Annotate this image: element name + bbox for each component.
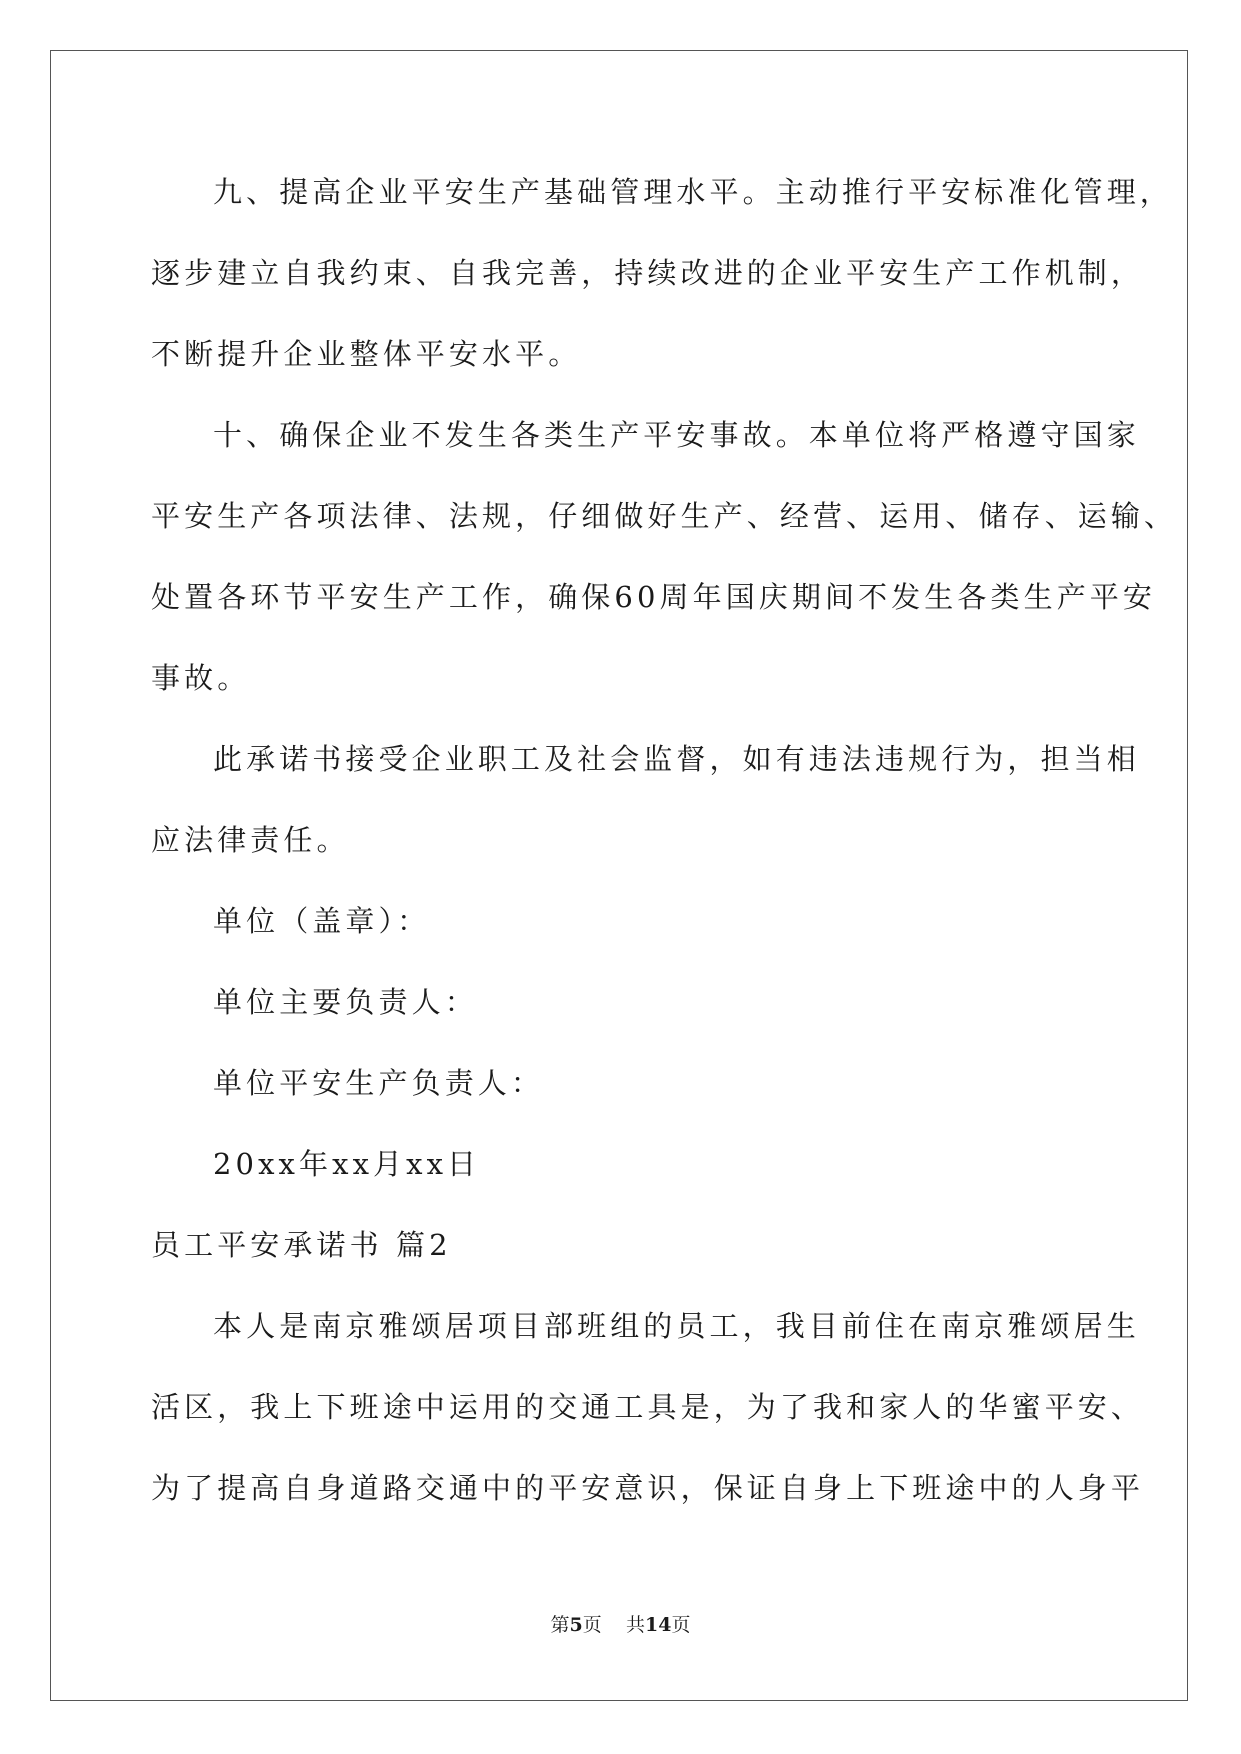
- page-number: 5: [569, 1614, 583, 1636]
- supervision-line-2: 应法律责任。: [151, 823, 350, 857]
- page-prefix: 第: [550, 1614, 570, 1636]
- pledge-line-1: 本人是南京雅颂居项目部班组的员工，我目前住在南京雅颂居生: [213, 1309, 1140, 1343]
- supervision-line-1: 此承诺书接受企业职工及社会监督，如有违法违规行为，担当相: [213, 742, 1140, 776]
- section-heading: 员工平安承诺书 篇2: [151, 1228, 452, 1262]
- page-border: [50, 50, 1188, 1701]
- paragraph-9-line-1: 九、提高企业平安生产基础管理水平。主动推行平安标准化管理，: [213, 175, 1173, 209]
- page-suffix: 页: [582, 1614, 602, 1636]
- paragraph-9-line-2: 逐步建立自我约束、自我完善，持续改进的企业平安生产工作机制，: [151, 256, 1145, 290]
- total-pages: 14: [644, 1614, 672, 1636]
- paragraph-10-line-2: 平安生产各项法律、法规，仔细做好生产、经营、运用、储存、运输、: [151, 499, 1178, 533]
- signature-safety-head: 单位平安生产负责人：: [213, 1066, 545, 1100]
- signature-unit-seal: 单位（盖章）：: [213, 904, 431, 938]
- paragraph-10-line-1: 十、确保企业不发生各类生产平安事故。本单位将严格遵守国家: [213, 418, 1140, 452]
- pledge-line-3: 为了提高自身道路交通中的平安意识，保证自身上下班途中的人身平: [151, 1471, 1145, 1505]
- signature-unit-head: 单位主要负责人：: [213, 985, 478, 1019]
- paragraph-9-line-3: 不断提升企业整体平安水平。: [151, 337, 582, 371]
- signature-date: 20xx年xx月xx日: [213, 1147, 481, 1181]
- paragraph-10-line-4: 事故。: [151, 661, 251, 695]
- pledge-line-2: 活区，我上下班途中运用的交通工具是，为了我和家人的华蜜平安、: [151, 1390, 1145, 1424]
- total-prefix: 共: [625, 1614, 645, 1636]
- paragraph-10-line-3: 处置各环节平安生产工作，确保60周年国庆期间不发生各类生产平安: [151, 580, 1157, 614]
- page-footer: [0, 1613, 1241, 1637]
- total-suffix: 页: [671, 1614, 691, 1636]
